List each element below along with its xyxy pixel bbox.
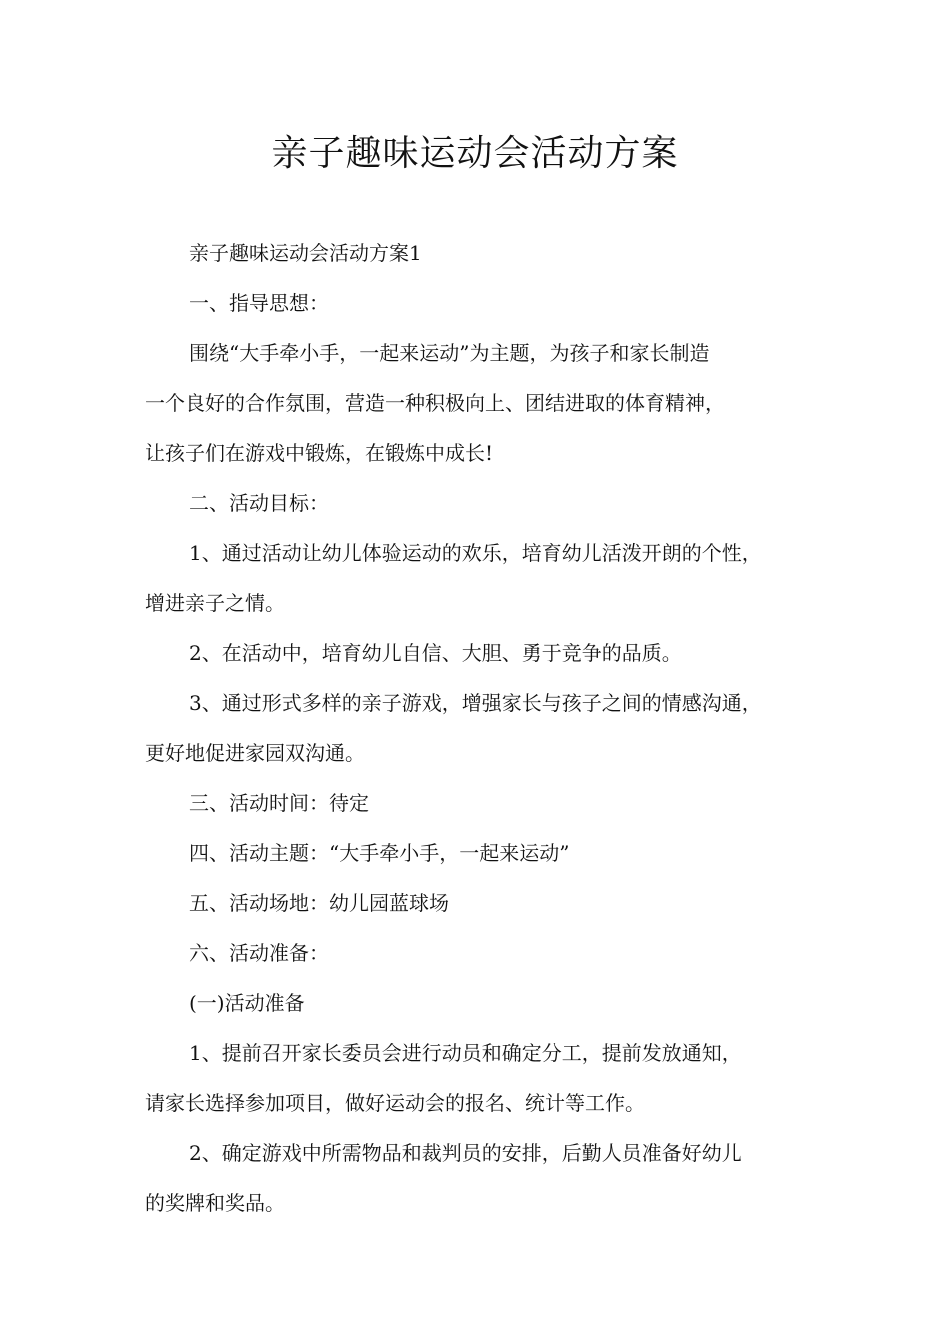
paragraph-line: 六、活动准备：: [189, 941, 329, 965]
paragraph-line: (一)活动准备: [189, 991, 305, 1015]
paragraph-line: 一个良好的合作氛围，营造一种积极向上、团结进取的体育精神，: [145, 391, 725, 415]
paragraph-line: 五、活动场地：幼儿园蓝球场: [189, 891, 449, 915]
paragraph-line: 2、在活动中，培育幼儿自信、大胆、勇于竞争的品质。: [189, 641, 682, 665]
paragraph-line: 围绕“大手牵小手，一起来运动”为主题，为孩子和家长制造: [189, 341, 710, 365]
paragraph-line: 让孩子们在游戏中锻炼，在锻炼中成长!: [145, 441, 494, 465]
paragraph-line: 增进亲子之情。: [145, 591, 285, 615]
paragraph-line: 二、活动目标：: [189, 491, 329, 515]
paragraph-line: 四、活动主题：“大手牵小手，一起来运动”: [189, 841, 570, 865]
paragraph-line: 三、活动时间：待定: [189, 791, 369, 815]
paragraph-line: 亲子趣味运动会活动方案1: [189, 241, 422, 265]
document-title: 亲子趣味运动会活动方案: [271, 133, 679, 174]
paragraph-line: 请家长选择参加项目，做好运动会的报名、统计等工作。: [145, 1091, 645, 1115]
paragraph-line: 2、确定游戏中所需物品和裁判员的安排，后勤人员准备好幼儿: [189, 1141, 742, 1165]
paragraph-line: 3、通过形式多样的亲子游戏，增强家长与孩子之间的情感沟通，: [189, 691, 762, 715]
paragraph-line: 1、提前召开家长委员会进行动员和确定分工，提前发放通知，: [189, 1041, 742, 1065]
document-body: [145, 228, 825, 1228]
paragraph-line: 一、指导思想：: [189, 291, 329, 315]
paragraph-line: 更好地促进家园双沟通。: [145, 741, 365, 765]
paragraph-line: 1、通过活动让幼儿体验运动的欢乐，培育幼儿活泼开朗的个性，: [189, 541, 762, 565]
paragraph-line: 的奖牌和奖品。: [145, 1191, 285, 1215]
